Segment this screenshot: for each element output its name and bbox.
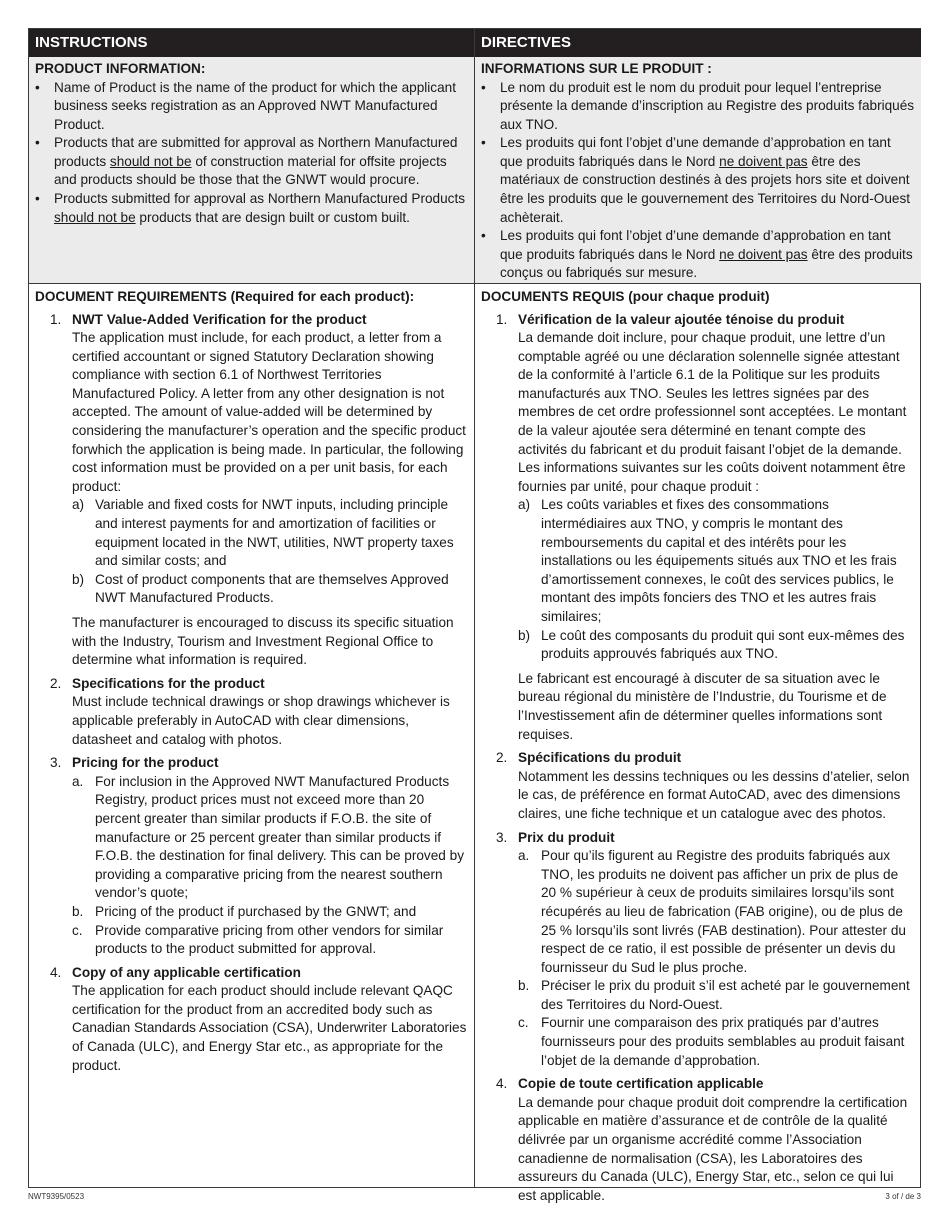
requirement-body: La demande doit inclure, pour chaque produit, une lettre d’un comptable agréé ou une déclaration solennelle signée attestant de la conformité à l’article 6.1 de la Politique sur les produits manufacturés aux TNO. Seules les lettres signées par des membres de cet ordre professionnel sont acceptées. Le montant de la valeur ajoutée sera déterminé en tenant compte des activités du fabricant et du produit faisant l’objet de la demande. Les informations suivantes sur les coûts doivent notamment être fournies par unité, pour chaque produit :: [518, 330, 907, 494]
document-requirements-section: [29, 284, 474, 1075]
product-information-list: [35, 79, 468, 228]
sub-list: [518, 496, 915, 663]
list-item: b) Cost of product components that are themselves Approved NWT Manufactured Products.: [72, 571, 449, 606]
product-information-section: [29, 57, 474, 284]
list-item: • Products submitted for approval as Northern Manufactured Products should not be products that are design built or custom built.: [35, 190, 468, 227]
list-item: b. Pricing of the product if purchased by the GNWT; and: [72, 903, 417, 919]
product-information-section-fr: [475, 57, 921, 284]
requirement-title: Vérification de la valeur ajoutée ténoise du produit: [518, 311, 845, 327]
product-information-title-fr: INFORMATIONS SUR LE PRODUIT :: [481, 61, 712, 76]
list-item: • Les produits qui font l’objet d’une demande d’approbation en tant que produits fabriqués dans le Nord ne doivent pas être des produits conçus ou fabriqués sur mesure.: [481, 227, 915, 283]
requirement-title: Prix du produit: [518, 829, 615, 845]
requirement-item: 4. Copy of any applicable certification The application for each product should include relevant QAQC certification for the product from an accredited body such as Canadian Standards Association (CSA), Underwriter Laboratories of Canada (ULC), and Energy Star etc., as appropriate for the product.: [35, 964, 468, 1076]
list-item: • Name of Product is the name of the product for which the applicant business seeks registration as an Approved NWT Manufactured Product.: [35, 79, 468, 135]
requirement-title: Copy of any applicable certification: [72, 964, 301, 980]
list-item: a) Variable and fixed costs for NWT inputs, including principle and interest payments for and amortization of facilities or equipment located in the NWT, utilities, NWT property taxes and similar costs; and: [72, 497, 454, 569]
requirement-title: Spécifications du produit: [518, 750, 682, 766]
requirement-item: 3. Prix du produit a. Pour qu’ils figurent au Registre des produits fabriqués aux TNO, les produits ne doivent pas afficher un prix de plus de 20 % supérieur à ceux de produits similaires lorsqu’ils sont récupérés au lieu de fabrication (FAB origine), ou de plus de 25 % lorsqu’ils sont livrés (FAB destination). Pour attester du respect de ce ratio, il est possible de présenter un devis du fournisseur du Sud le plus proche. b. Préciser le prix du produit s’il est acheté par le gouvernement des Territoires du Nord-Ouest. c. Fournir une comparaison des prix pratiqués par d’autres fournisseurs pour des produits semblables au produit faisant l’objet de la demande d’approbation.: [481, 829, 915, 1071]
requirement-item: 2. Spécifications du produit Notamment les dessins techniques ou les dessins d’atelier, selon le cas, de préférence en format AutoCAD, avec des dimensions claires, une fiche technique et un catalogue avec des photos.: [481, 749, 915, 823]
instructions-header: INSTRUCTIONS: [29, 29, 474, 57]
product-information-title: PRODUCT INFORMATION:: [35, 61, 206, 76]
list-item: a. For inclusion in the Approved NWT Manufactured Products Registry, product prices must not exceed more than 20 percent greater than similar products if F.O.B. the site of manufacture or 25 percent greater than similar products if F.O.B. the destination for final delivery. This can be proved by providing a comparative pricing from the nearest southern vendor’s quote;: [72, 773, 464, 901]
requirement-title: Specifications for the product: [72, 675, 265, 691]
english-column: [29, 29, 475, 1187]
list-item: b) Le coût des composants du produit qui sont eux-mêmes des produits approuvés fabriqués aux TNO.: [518, 627, 905, 662]
list-item: b. Préciser le prix du produit s’il est acheté par le gouvernement des Territoires du Nord-Ouest.: [518, 978, 910, 1012]
requirement-title: NWT Value-Added Verification for the product: [72, 311, 367, 327]
list-item: • Products that are submitted for approval as Northern Manufactured products should not be of construction material for offsite projects and products should be those that the GNWT would procure.: [35, 134, 468, 190]
requirement-item: 1. Vérification de la valeur ajoutée ténoise du produit La demande doit inclure, pour chaque produit, une lettre d’un comptable agréé ou une déclaration solennelle signée attestant de la conformité à l’article 6.1 de la Politique sur les produits manufacturés aux TNO. Seules les lettres signées par des membres de cet ordre professionnel sont acceptées. Le montant de la valeur ajoutée sera déterminé en tenant compte des activités du fabricant et du produit faisant l’objet de la demande. Les informations suivantes sur les coûts doivent notamment être fournies par unité, pour chaque produit : a) Les coûts variables et fixes des consommations intermédiaires aux TNO, y compris le montant des remboursements du capital et des intérêts pour les installations ou les équipements situés aux TNO et les frais d’amortissement connexes, le coût des services publics, le montant des impôts fonciers des TNO et les autres frais similaires; b) Le coût des composants du produit qui sont eux-mêmes des produits approuvés fabriqués aux TNO. Le fabricant est encouragé à discuter de sa situation avec le bureau régional du ministère de l’Industrie, du Tourisme et de l’Investissement afin de déterminer quelles informations sont requises.: [481, 311, 915, 745]
document-requirements-section-fr: [475, 284, 921, 1205]
requirement-item: 3. Pricing for the product a. For inclusion in the Approved NWT Manufactured Products Registry, product prices must not exceed more than 20 percent greater than similar products if F.O.B. the site of manufacture or 25 percent greater than similar products if F.O.B. the destination for final delivery. This can be proved by providing a comparative pricing from the nearest southern vendor’s quote; b. Pricing of the product if purchased by the GNWT; and c. Provide comparative pricing from other vendors for similar products to the product submitted for approval.: [35, 754, 468, 959]
requirement-note: The manufacturer is encouraged to discuss its specific situation with the Industry, Tourism and Investment Regional Office to determine what information is required.: [72, 615, 454, 668]
requirement-item: 2. Specifications for the product Must include technical drawings or shop drawings whichever is applicable preferably in AutoCAD with clear dimensions, datasheet and catalog with photos.: [35, 675, 468, 749]
requirement-body: La demande pour chaque produit doit comprendre la certification applicable en matière d’assurance et de contrôle de la qualité délivrée par un organisme accrédité comme l’Association canadienne de normalisation (CSA), les Laboratoires des assureurs du Canada (ULC), Energy Star, etc., selon ce qui lui est applicable.: [518, 1094, 908, 1203]
list-item: c. Provide comparative pricing from other vendors for similar products to the product submitted for approval.: [72, 922, 444, 957]
directives-header: DIRECTIVES: [475, 29, 921, 57]
requirement-body: Must include technical drawings or shop drawings whichever is applicable preferably in AutoCAD with clear dimensions, datasheet and catalog with photos.: [72, 694, 450, 747]
form-code: NWT9395/0523: [28, 1192, 85, 1201]
list-item: a) Les coûts variables et fixes des consommations intermédiaires aux TNO, y compris le montant des remboursements du capital et des intérêts pour les installations ou les équipements situés aux TNO et les frais d’amortissement connexes, le coût des services publics, le montant des impôts fonciers des TNO et les autres frais similaires;: [518, 497, 897, 624]
document-requirements-title: DOCUMENT REQUIREMENTS (Required for each product):: [35, 289, 415, 304]
sub-list: [72, 496, 468, 608]
list-item: • Le nom du produit est le nom du produit pour lequel l’entreprise présente la demande d’inscription au Registre des produits fabriqués aux TNO.: [481, 79, 915, 135]
requirement-title: Pricing for the product: [72, 755, 219, 771]
list-item: • Les produits qui font l’objet d’une demande d’approbation en tant que produits fabriqués dans le Nord ne doivent pas être des matériaux de construction destinés à des projets hors site et doivent être les produits que le gouvernement des Territoires du Nord-Ouest achèterait.: [481, 134, 915, 227]
requirement-title: Copie de toute certification applicable: [518, 1076, 764, 1092]
list-item: c. Fournir une comparaison des prix pratiqués par d’autres fournisseurs pour des produits semblables au produit faisant l’objet de la demande d’approbation.: [518, 1015, 905, 1068]
document-requirements-title-fr: DOCUMENTS REQUIS (pour chaque produit): [481, 289, 770, 304]
requirement-body: Notamment les dessins techniques ou les dessins d’atelier, selon le cas, de préférence en format AutoCAD, avec des dimensions claires, une fiche technique et un catalogue avec des photos.: [518, 768, 910, 821]
requirements-list-fr: [481, 311, 915, 1206]
product-information-list-fr: [481, 79, 915, 284]
requirement-item: 1. NWT Value-Added Verification for the product The application must include, for each product, a letter from a certified accountant or signed Statutory Declaration showing compliance with section 6.1 of Northwest Territories Manufactured Policy. A letter from any other designation is not accepted. The amount of value-added will be determined by considering the manufacturer’s operation and the specific product forwhich the application is being made. In particular, the following cost information must be provided on a per unit basis, for each product: a) Variable and fixed costs for NWT inputs, including principle and interest payments for and amortization of facilities or equipment located in the NWT, utilities, NWT property taxes and similar costs; and b) Cost of product components that are themselves Approved NWT Manufactured Products. The manufacturer is encouraged to discuss its specific situation with the Industry, Tourism and Investment Regional Office to determine what information is required.: [35, 311, 468, 670]
sub-list: [518, 847, 915, 1070]
list-item: a. Pour qu’ils figurent au Registre des produits fabriqués aux TNO, les produits ne doivent pas afficher un prix de plus de 20 % supérieur à ceux de produits similaires lorsqu’ils sont récupérés au lieu de fabrication (FAB origine), ou de plus de 25 % lorsqu’ils sont livrés (FAB destination). Pour attester du respect de ce ratio, il est possible de présenter un devis du fournisseur du Sud le plus proche.: [518, 848, 906, 975]
requirements-list: [35, 311, 468, 1076]
requirement-body: The application for each product should include relevant QAQC certification for the product from an accredited body such as Canadian Standards Association (CSA), Underwriter Laboratories of Canada (ULC), and Energy Star etc., as appropriate for the product.: [72, 983, 467, 1073]
requirement-note: Le fabricant est encouragé à discuter de sa situation avec le bureau régional du ministère de l’Industrie, du Tourisme et de l’Investissement afin de déterminer quelles informations sont requises.: [518, 670, 887, 742]
requirement-item: 4. Copie de toute certification applicable La demande pour chaque produit doit comprendre la certification applicable en matière d’assurance et de contrôle de la qualité délivrée par un organisme accrédité comme l’Association canadienne de normalisation (CSA), les Laboratoires des assureurs du Canada (ULC), Energy Star, etc., selon ce qui lui est applicable.: [481, 1075, 915, 1205]
page-number: 3 of / de 3: [885, 1192, 921, 1201]
sub-list: [72, 773, 468, 959]
requirement-body: The application must include, for each product, a letter from a certified accountant or signed Statutory Declaration showing compliance with section 6.1 of Northwest Territories Manufactured Policy. A letter from any other designation is not accepted. The amount of value-added will be determined by considering the manufacturer’s operation and the specific product forwhich the application is being made. In particular, the following cost information must be provided on a per unit basis, for each product:: [72, 330, 466, 494]
